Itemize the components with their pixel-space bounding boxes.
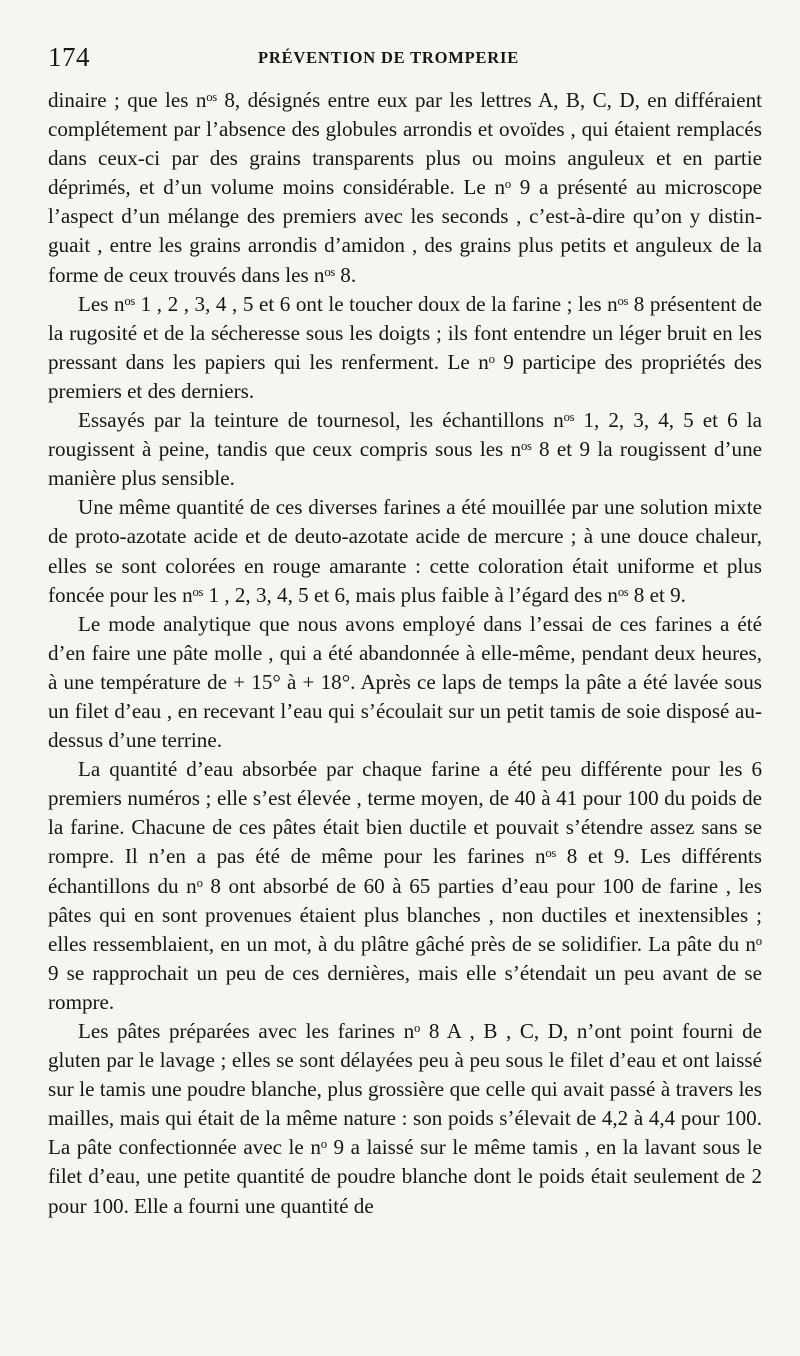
paragraph: Une même quantité de ces diverses farines a été mouillée par une solution mixte de proto-azotate acide et de deuto-azotate acide de mercure ; à une douce chaleur, elles se sont colorées en rouge amarante : cette coloration était uniforme et plus foncée pour les nᵒˢ 1 , 2, 3, 4, 5 et 6, mais plus faible à l’égard des nᵒˢ 8 et 9. [48, 495, 762, 607]
body-text [48, 86, 762, 1221]
paragraph: Le mode analytique que nous avons employé dans l’essai de ces farines a été d’en faire une pâte molle , qui a été abandonnée à elle-même, pendant deux heures, à une température de + 15° à + 18°. Après ce laps de temps la pâte a été lavée sous un filet d’eau , en recevant l’eau qui s’écoulait sur un petit tamis de soie disposé au-dessus d’une terrine. [48, 611, 762, 753]
running-title: PRÉVENTION DE TROMPERIE [258, 48, 520, 67]
page-number: 174 [48, 42, 90, 72]
paragraph: Les pâtes préparées avec les farines nᵒ 8 A , B , C, D, n’ont point fourni de gluten par le lavage ; elles se sont délayées peu à peu sous le filet d’eau et ont laissé sur le tamis une poudre blanche, plus grossière que celle qui avait passé à travers les mailles, mais qui était de la même nature : son poids s’élevait de 4,2 à 4,4 pour 100. La pâte confectionnée avec le nᵒ 9 a laissé sur le même tamis , en la lavant sous le filet d’eau, une petite quantité de poudre blanche dont le poids était seulement de 2 pour 100. Elle a fourni une quantité de [48, 1019, 762, 1218]
paragraph: La quantité d’eau absorbée par chaque farine a été peu différente pour les 6 premiers numéros ; elle s’est élevée , terme moyen, de 40 à 41 pour 100 du poids de la farine. Chacune de ces pâtes était bien ductile et pouvait s’étendre assez sans se rompre. Il n’en a pas été de même pour les farines nᵒˢ 8 et 9. Les différents échantillons du nᵒ 8 ont absorbé de 60 à 65 parties d’eau pour 100 de farine , les pâtes qui en sont provenues étaient plus blanches , non ductiles et inextensibles ; elles ressemblaient, en un mot, à du plâtre gâché près de se solidifier. La pâte du nᵒ 9 se rapprochait un peu de ces dernières, mais elle s’étendait un peu avant de se rompre. [48, 757, 762, 1014]
paragraph-continued: dinaire ; que les nᵒˢ 8, désignés entre eux par les lettres A, B, C, D, en différaient complétement par l’absence des globules arrondis et ovoïdes , qui étaient remplacés dans ceux-ci par des grains transparents plus ou moins anguleux et en partie déprimés, et d’un volume moins considérable. Le nᵒ 9 a présenté au microscope l’aspect d’un mélange des premiers avec les seconds , c’est-à-dire qu’on y distinguait , entre les grains arrondis d’amidon , des grains plus petits et anguleux de la forme de ceux trouvés dans les nᵒˢ 8. [48, 88, 762, 287]
paragraph: Essayés par la teinture de tournesol, les échantillons nᵒˢ 1, 2, 3, 4, 5 et 6 la rougissent à peine, tandis que ceux compris sous les nᵒˢ 8 et 9 la rougissent d’une manière plus sensible. [48, 408, 762, 491]
paragraph: Les nᵒˢ 1 , 2 , 3, 4 , 5 et 6 ont le toucher doux de la farine ; les nᵒˢ 8 présentent de la rugosité et de la sécheresse sous les doigts ; ils font entendre un léger bruit en les pressant dans les papiers qui les renferment. Le nᵒ 9 participe des propriétés des premiers et des derniers. [48, 291, 762, 403]
page-header [48, 40, 762, 74]
